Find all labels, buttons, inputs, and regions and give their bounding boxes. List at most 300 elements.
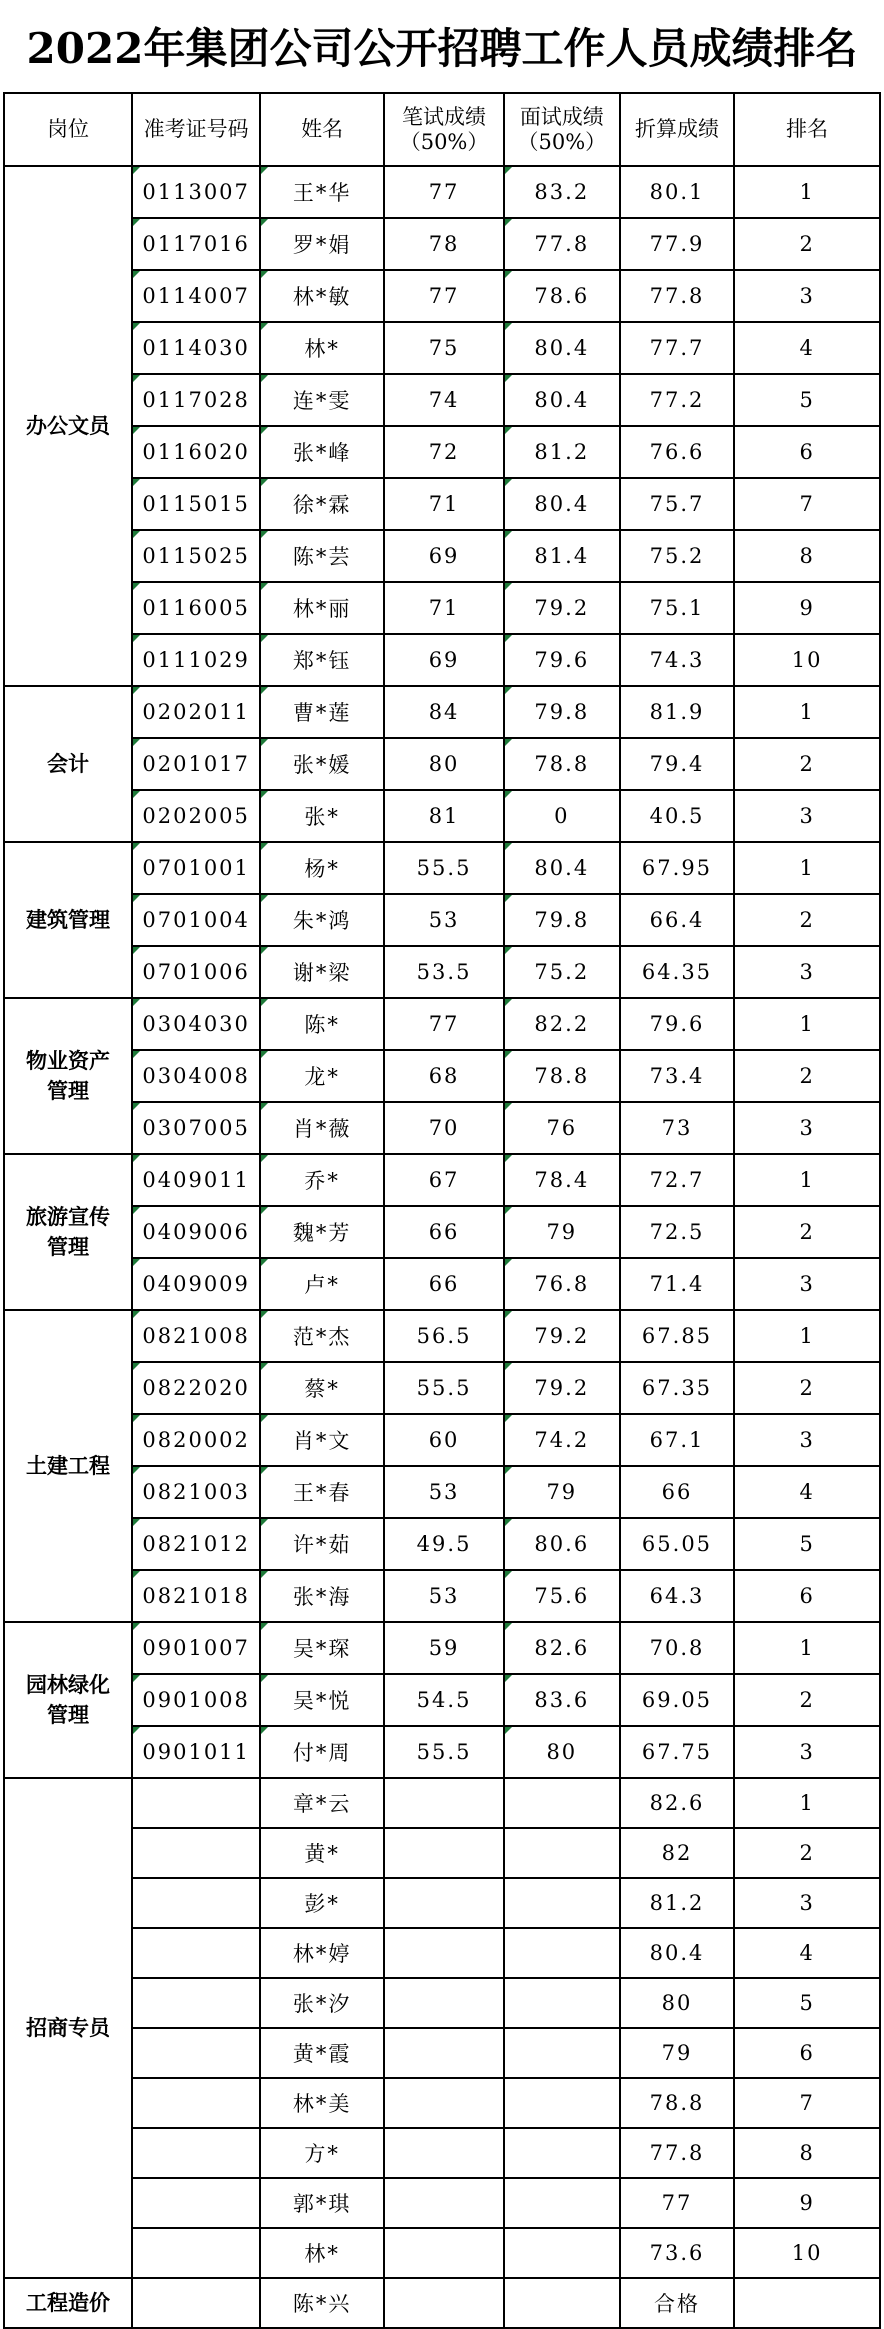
cell-name: 张* (260, 790, 384, 842)
table-row (4, 2078, 880, 2128)
cell-written (384, 1878, 504, 1928)
cell-name: 吴*琛 (260, 1622, 384, 1674)
cell-rank: 8 (734, 530, 880, 582)
cell-written: 77 (384, 998, 504, 1050)
cell-interview (504, 1778, 620, 1828)
cell-interview (504, 1828, 620, 1878)
cell-id: 0821008 (132, 1310, 260, 1362)
cell-name: 乔* (260, 1154, 384, 1206)
cell-written: 49.5 (384, 1518, 504, 1570)
cell-id: 0202011 (132, 686, 260, 738)
cell-position: 会计 (4, 686, 132, 842)
cell-converted: 75.7 (620, 478, 735, 530)
cell-id (132, 1928, 260, 1978)
cell-written: 71 (384, 582, 504, 634)
cell-written: 53 (384, 1466, 504, 1518)
table-row (4, 998, 880, 1050)
cell-rank: 4 (734, 1928, 880, 1978)
cell-name: 王*华 (260, 166, 384, 218)
cell-id: 0901008 (132, 1674, 260, 1726)
cell-name: 蔡* (260, 1362, 384, 1414)
cell-rank: 1 (734, 1310, 880, 1362)
ranking-table (3, 92, 881, 2329)
table-row (4, 166, 880, 218)
cell-interview: 83.2 (504, 166, 620, 218)
cell-name: 罗*娟 (260, 218, 384, 270)
cell-id: 0409006 (132, 1206, 260, 1258)
cell-converted: 69.05 (620, 1674, 735, 1726)
table-row (4, 686, 880, 738)
cell-name: 方* (260, 2128, 384, 2178)
cell-id (132, 1778, 260, 1828)
cell-id: 0111029 (132, 634, 260, 686)
table-row (4, 2278, 880, 2328)
cell-position: 办公文员 (4, 166, 132, 686)
cell-id: 0820002 (132, 1414, 260, 1466)
cell-name: 张*汐 (260, 1978, 384, 2028)
cell-id: 0304008 (132, 1050, 260, 1102)
cell-name: 付*周 (260, 1726, 384, 1778)
cell-name: 徐*霖 (260, 478, 384, 530)
cell-rank: 10 (734, 634, 880, 686)
cell-converted: 77.8 (620, 2128, 735, 2178)
cell-written (384, 2228, 504, 2278)
cell-name: 黄* (260, 1828, 384, 1878)
cell-written: 55.5 (384, 1362, 504, 1414)
cell-interview (504, 2078, 620, 2128)
cell-id (132, 2028, 260, 2078)
cell-interview: 80 (504, 1726, 620, 1778)
cell-id: 0201017 (132, 738, 260, 790)
cell-interview (504, 2128, 620, 2178)
cell-rank: 3 (734, 790, 880, 842)
cell-interview: 79.6 (504, 634, 620, 686)
cell-rank: 2 (734, 738, 880, 790)
cell-rank: 5 (734, 1518, 880, 1570)
cell-name: 肖*文 (260, 1414, 384, 1466)
header-name: 姓名 (260, 93, 384, 166)
cell-interview: 0 (504, 790, 620, 842)
cell-name: 许*茹 (260, 1518, 384, 1570)
cell-id: 0116005 (132, 582, 260, 634)
cell-name: 肖*薇 (260, 1102, 384, 1154)
cell-name: 卢* (260, 1258, 384, 1310)
cell-rank: 5 (734, 374, 880, 426)
cell-name: 龙* (260, 1050, 384, 1102)
cell-rank: 9 (734, 2178, 880, 2228)
cell-converted: 81.2 (620, 1878, 735, 1928)
cell-name: 林* (260, 2228, 384, 2278)
table-row (4, 2178, 880, 2228)
cell-name: 林*美 (260, 2078, 384, 2128)
table-row (4, 1726, 880, 1778)
cell-written (384, 2078, 504, 2128)
table-body (4, 166, 880, 2328)
cell-written: 59 (384, 1622, 504, 1674)
header-converted: 折算成绩 (620, 93, 735, 166)
cell-written: 69 (384, 634, 504, 686)
cell-converted: 67.1 (620, 1414, 735, 1466)
cell-rank: 4 (734, 322, 880, 374)
cell-written: 66 (384, 1258, 504, 1310)
cell-id: 0701006 (132, 946, 260, 998)
cell-rank: 1 (734, 1622, 880, 1674)
cell-name: 连*雯 (260, 374, 384, 426)
cell-id (132, 2128, 260, 2178)
cell-id: 0821012 (132, 1518, 260, 1570)
table-row (4, 530, 880, 582)
cell-written: 81 (384, 790, 504, 842)
cell-name: 吴*悦 (260, 1674, 384, 1726)
cell-id (132, 1878, 260, 1928)
table-row (4, 1570, 880, 1622)
cell-converted: 72.5 (620, 1206, 735, 1258)
cell-rank: 1 (734, 1154, 880, 1206)
cell-written: 75 (384, 322, 504, 374)
table-row (4, 1206, 880, 1258)
cell-interview: 78.6 (504, 270, 620, 322)
cell-rank: 5 (734, 1978, 880, 2028)
cell-written: 77 (384, 166, 504, 218)
cell-written (384, 1778, 504, 1828)
cell-name: 范*杰 (260, 1310, 384, 1362)
table-row (4, 1674, 880, 1726)
cell-written (384, 2278, 504, 2328)
cell-name: 杨* (260, 842, 384, 894)
cell-position: 旅游宣传管理 (4, 1154, 132, 1310)
cell-converted: 80 (620, 1978, 735, 2028)
cell-rank: 6 (734, 2028, 880, 2078)
table-row (4, 426, 880, 478)
cell-interview (504, 2278, 620, 2328)
cell-rank: 1 (734, 166, 880, 218)
cell-rank: 3 (734, 1102, 880, 1154)
cell-interview (504, 2178, 620, 2228)
cell-converted: 65.05 (620, 1518, 735, 1570)
cell-id: 0115015 (132, 478, 260, 530)
cell-name: 张*媛 (260, 738, 384, 790)
cell-rank: 1 (734, 686, 880, 738)
cell-converted: 64.3 (620, 1570, 735, 1622)
cell-interview (504, 1928, 620, 1978)
table-row (4, 842, 880, 894)
cell-converted: 66 (620, 1466, 735, 1518)
cell-id: 0821018 (132, 1570, 260, 1622)
cell-rank: 6 (734, 1570, 880, 1622)
cell-converted: 80.4 (620, 1928, 735, 1978)
cell-converted: 73.6 (620, 2228, 735, 2278)
cell-id: 0113007 (132, 166, 260, 218)
cell-converted: 74.3 (620, 634, 735, 686)
cell-rank: 4 (734, 1466, 880, 1518)
cell-interview (504, 2228, 620, 2278)
cell-id (132, 1828, 260, 1878)
table-row (4, 894, 880, 946)
cell-interview: 76 (504, 1102, 620, 1154)
cell-id: 0115025 (132, 530, 260, 582)
table-row (4, 1362, 880, 1414)
cell-interview (504, 1878, 620, 1928)
table-row (4, 1258, 880, 1310)
table-row (4, 1310, 880, 1362)
cell-interview: 80.4 (504, 478, 620, 530)
cell-id: 0409011 (132, 1154, 260, 1206)
cell-rank: 2 (734, 1206, 880, 1258)
cell-converted: 77.2 (620, 374, 735, 426)
cell-written: 70 (384, 1102, 504, 1154)
cell-name: 陈* (260, 998, 384, 1050)
cell-interview: 79.8 (504, 686, 620, 738)
cell-converted: 80.1 (620, 166, 735, 218)
cell-converted: 76.6 (620, 426, 735, 478)
cell-written: 72 (384, 426, 504, 478)
cell-converted: 79.4 (620, 738, 735, 790)
cell-written: 69 (384, 530, 504, 582)
cell-name: 林*婷 (260, 1928, 384, 1978)
cell-rank: 10 (734, 2228, 880, 2278)
cell-converted: 73 (620, 1102, 735, 1154)
cell-rank: 1 (734, 842, 880, 894)
cell-interview: 79.8 (504, 894, 620, 946)
cell-id: 0304030 (132, 998, 260, 1050)
cell-name: 陈*兴 (260, 2278, 384, 2328)
cell-id: 0409009 (132, 1258, 260, 1310)
cell-id (132, 1978, 260, 2028)
cell-interview: 78.8 (504, 738, 620, 790)
cell-converted: 77.9 (620, 218, 735, 270)
cell-position: 物业资产管理 (4, 998, 132, 1154)
cell-written: 55.5 (384, 842, 504, 894)
cell-interview: 81.2 (504, 426, 620, 478)
page-title: 2022年集团公司公开招聘工作人员成绩排名 (26, 24, 858, 73)
cell-converted: 71.4 (620, 1258, 735, 1310)
table-row (4, 1414, 880, 1466)
cell-written: 55.5 (384, 1726, 504, 1778)
cell-converted: 79.6 (620, 998, 735, 1050)
table-row (4, 1518, 880, 1570)
cell-written: 84 (384, 686, 504, 738)
table-row (4, 270, 880, 322)
cell-converted: 81.9 (620, 686, 735, 738)
cell-rank: 2 (734, 218, 880, 270)
cell-rank: 7 (734, 2078, 880, 2128)
cell-converted: 67.75 (620, 1726, 735, 1778)
cell-written (384, 1828, 504, 1878)
cell-id: 0307005 (132, 1102, 260, 1154)
cell-id: 0901007 (132, 1622, 260, 1674)
table-row (4, 1978, 880, 2028)
cell-interview (504, 2028, 620, 2078)
table-row (4, 582, 880, 634)
cell-rank: 8 (734, 2128, 880, 2178)
cell-interview: 78.4 (504, 1154, 620, 1206)
cell-interview: 80.4 (504, 842, 620, 894)
cell-position: 工程造价 (4, 2278, 132, 2328)
cell-interview: 79.2 (504, 1310, 620, 1362)
cell-rank: 2 (734, 1050, 880, 1102)
cell-id (132, 2078, 260, 2128)
cell-interview: 80.4 (504, 322, 620, 374)
cell-written: 60 (384, 1414, 504, 1466)
cell-converted: 75.1 (620, 582, 735, 634)
table-row (4, 2128, 880, 2178)
cell-written (384, 1978, 504, 2028)
cell-converted: 77.8 (620, 270, 735, 322)
cell-name: 郑*钰 (260, 634, 384, 686)
cell-id: 0901011 (132, 1726, 260, 1778)
table-row (4, 218, 880, 270)
header-exam-id: 准考证号码 (132, 93, 260, 166)
cell-interview: 74.2 (504, 1414, 620, 1466)
cell-written: 67 (384, 1154, 504, 1206)
table-row (4, 946, 880, 998)
table-row (4, 1102, 880, 1154)
cell-interview: 78.8 (504, 1050, 620, 1102)
cell-interview: 80.6 (504, 1518, 620, 1570)
cell-name: 王*春 (260, 1466, 384, 1518)
table-row (4, 790, 880, 842)
cell-converted: 67.85 (620, 1310, 735, 1362)
cell-name: 章*云 (260, 1778, 384, 1828)
cell-rank: 3 (734, 946, 880, 998)
cell-converted: 77.7 (620, 322, 735, 374)
cell-converted: 合格 (620, 2278, 735, 2328)
cell-written: 56.5 (384, 1310, 504, 1362)
cell-rank: 3 (734, 1414, 880, 1466)
cell-interview: 79.2 (504, 582, 620, 634)
cell-id: 0701004 (132, 894, 260, 946)
table-row (4, 1050, 880, 1102)
cell-interview (504, 1978, 620, 2028)
cell-rank: 2 (734, 1362, 880, 1414)
cell-converted: 75.2 (620, 530, 735, 582)
cell-name: 黄*霞 (260, 2028, 384, 2078)
cell-id: 0114007 (132, 270, 260, 322)
cell-written (384, 2128, 504, 2178)
cell-rank: 2 (734, 1828, 880, 1878)
cell-interview: 79 (504, 1206, 620, 1258)
table-row (4, 634, 880, 686)
cell-converted: 82 (620, 1828, 735, 1878)
cell-id: 0822020 (132, 1362, 260, 1414)
cell-rank: 3 (734, 270, 880, 322)
table-row (4, 1622, 880, 1674)
cell-written: 71 (384, 478, 504, 530)
cell-id (132, 2228, 260, 2278)
cell-interview: 75.2 (504, 946, 620, 998)
table-row (4, 1878, 880, 1928)
cell-converted: 77 (620, 2178, 735, 2228)
cell-name: 陈*芸 (260, 530, 384, 582)
cell-rank: 3 (734, 1878, 880, 1928)
cell-rank: 3 (734, 1258, 880, 1310)
cell-rank: 1 (734, 998, 880, 1050)
cell-converted: 66.4 (620, 894, 735, 946)
cell-converted: 40.5 (620, 790, 735, 842)
cell-rank: 2 (734, 1674, 880, 1726)
header-written: 笔试成绩（50%） (384, 93, 504, 166)
cell-interview: 76.8 (504, 1258, 620, 1310)
cell-written: 78 (384, 218, 504, 270)
cell-interview: 82.6 (504, 1622, 620, 1674)
cell-rank: 6 (734, 426, 880, 478)
table-row (4, 738, 880, 790)
cell-name: 张*海 (260, 1570, 384, 1622)
cell-converted: 70.8 (620, 1622, 735, 1674)
cell-written: 74 (384, 374, 504, 426)
cell-converted: 64.35 (620, 946, 735, 998)
cell-written: 66 (384, 1206, 504, 1258)
cell-interview: 83.6 (504, 1674, 620, 1726)
cell-written: 53 (384, 894, 504, 946)
cell-interview: 82.2 (504, 998, 620, 1050)
cell-id: 0701001 (132, 842, 260, 894)
table-row (4, 1828, 880, 1878)
table-row (4, 1466, 880, 1518)
cell-written: 80 (384, 738, 504, 790)
cell-written (384, 2028, 504, 2078)
cell-interview: 79.2 (504, 1362, 620, 1414)
table-row (4, 322, 880, 374)
cell-written: 54.5 (384, 1674, 504, 1726)
table-row (4, 2228, 880, 2278)
cell-id: 0202005 (132, 790, 260, 842)
cell-written (384, 1928, 504, 1978)
cell-interview: 80.4 (504, 374, 620, 426)
cell-written: 53 (384, 1570, 504, 1622)
cell-name: 林*丽 (260, 582, 384, 634)
cell-position: 园林绿化管理 (4, 1622, 132, 1778)
cell-written (384, 2178, 504, 2228)
header-position: 岗位 (4, 93, 132, 166)
cell-position: 招商专员 (4, 1778, 132, 2278)
cell-rank: 2 (734, 894, 880, 946)
header-interview: 面试成绩（50%） (504, 93, 620, 166)
cell-rank: 1 (734, 1778, 880, 1828)
cell-name: 朱*鸿 (260, 894, 384, 946)
table-row (4, 1928, 880, 1978)
cell-interview: 77.8 (504, 218, 620, 270)
cell-id: 0821003 (132, 1466, 260, 1518)
cell-converted: 82.6 (620, 1778, 735, 1828)
cell-interview: 81.4 (504, 530, 620, 582)
cell-id (132, 2178, 260, 2228)
cell-name: 林* (260, 322, 384, 374)
cell-rank: 3 (734, 1726, 880, 1778)
cell-converted: 72.7 (620, 1154, 735, 1206)
table-row (4, 2028, 880, 2078)
header-row (4, 93, 880, 166)
table-row (4, 1778, 880, 1828)
cell-converted: 78.8 (620, 2078, 735, 2128)
cell-name: 张*峰 (260, 426, 384, 478)
cell-written: 68 (384, 1050, 504, 1102)
cell-name: 曹*莲 (260, 686, 384, 738)
cell-id: 0116020 (132, 426, 260, 478)
cell-interview: 79 (504, 1466, 620, 1518)
header-rank: 排名 (734, 93, 880, 166)
cell-written: 77 (384, 270, 504, 322)
table-row (4, 374, 880, 426)
cell-id: 0117016 (132, 218, 260, 270)
cell-converted: 79 (620, 2028, 735, 2078)
cell-name: 魏*芳 (260, 1206, 384, 1258)
table-row (4, 478, 880, 530)
cell-written: 53.5 (384, 946, 504, 998)
cell-rank: 7 (734, 478, 880, 530)
cell-interview: 75.6 (504, 1570, 620, 1622)
cell-converted: 73.4 (620, 1050, 735, 1102)
